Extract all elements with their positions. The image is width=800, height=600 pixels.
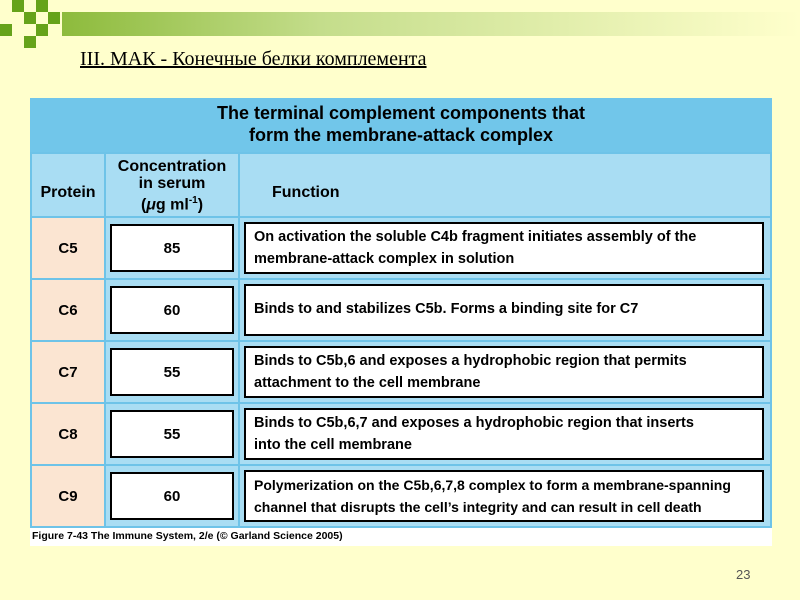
protein-cell: C6 bbox=[32, 280, 104, 340]
mac-figure bbox=[30, 98, 772, 546]
row-divider bbox=[30, 340, 772, 342]
slide-title: III. МАК - Конечные белки комплемента bbox=[80, 48, 427, 70]
concentration-cell: 60 bbox=[110, 472, 234, 520]
column-header-concentration bbox=[106, 154, 238, 216]
page-number: 23 bbox=[736, 567, 751, 582]
figure-title bbox=[30, 98, 772, 152]
decor-square bbox=[24, 12, 36, 24]
concentration-cell: 55 bbox=[110, 410, 234, 458]
decor-square bbox=[0, 24, 12, 36]
figure-title-line2: form the membrane-attack complex bbox=[248, 125, 554, 145]
column-header-protein bbox=[32, 154, 104, 216]
column-header-protein-label: Protein bbox=[40, 184, 96, 201]
row-divider bbox=[30, 402, 772, 404]
unit-exponent: -1 bbox=[188, 195, 198, 206]
decor-square bbox=[36, 0, 48, 12]
function-cell: Polymerization on the C5b,6,7,8 complex to form a membrane-spanning channel that disrupts the cell’s integrity and can result in cell death bbox=[244, 470, 764, 522]
protein-cell: C5 bbox=[32, 218, 104, 278]
unit-rest: g ml bbox=[155, 196, 189, 214]
protein-cell: C9 bbox=[32, 466, 104, 526]
concentration-cell: 55 bbox=[110, 348, 234, 396]
function-cell: On activation the soluble C4b fragment initiates assembly of the membrane-attack complex in solution bbox=[244, 222, 764, 274]
function-cell: Binds to C5b,6 and exposes a hydrophobic region that permits attachment to the cell membrane bbox=[244, 346, 764, 398]
row-divider bbox=[30, 216, 772, 218]
figure-caption: Figure 7-43 The Immune System, 2/e (© Garland Science 2005) bbox=[32, 530, 343, 542]
concentration-unit: (μg $ml^{-1}$) bbox=[140, 195, 204, 214]
decor-gradient-bar bbox=[62, 12, 800, 36]
decor-square bbox=[24, 36, 36, 48]
row-divider bbox=[30, 464, 772, 466]
decor-square bbox=[36, 24, 48, 36]
concentration-label-line2: in serum bbox=[138, 175, 206, 192]
decor-square bbox=[48, 12, 60, 24]
unit-mu: μ bbox=[146, 196, 156, 214]
protein-cell: C7 bbox=[32, 342, 104, 402]
function-cell: Binds to C5b,6,7 and exposes a hydrophobic region that inserts into the cell membrane bbox=[244, 408, 764, 460]
figure-title-line1: The terminal complement components that bbox=[216, 103, 586, 123]
concentration-label-line1: Concentration bbox=[117, 158, 227, 175]
concentration-cell: 85 bbox=[110, 224, 234, 272]
concentration-cell: 60 bbox=[110, 286, 234, 334]
row-divider bbox=[30, 278, 772, 280]
function-cell: Binds to and stabilizes C5b. Forms a binding site for C7 bbox=[244, 284, 764, 336]
column-header-function-label: Function bbox=[272, 184, 340, 201]
decor-square bbox=[12, 0, 24, 12]
column-header-function bbox=[272, 154, 572, 216]
protein-cell: C8 bbox=[32, 404, 104, 464]
